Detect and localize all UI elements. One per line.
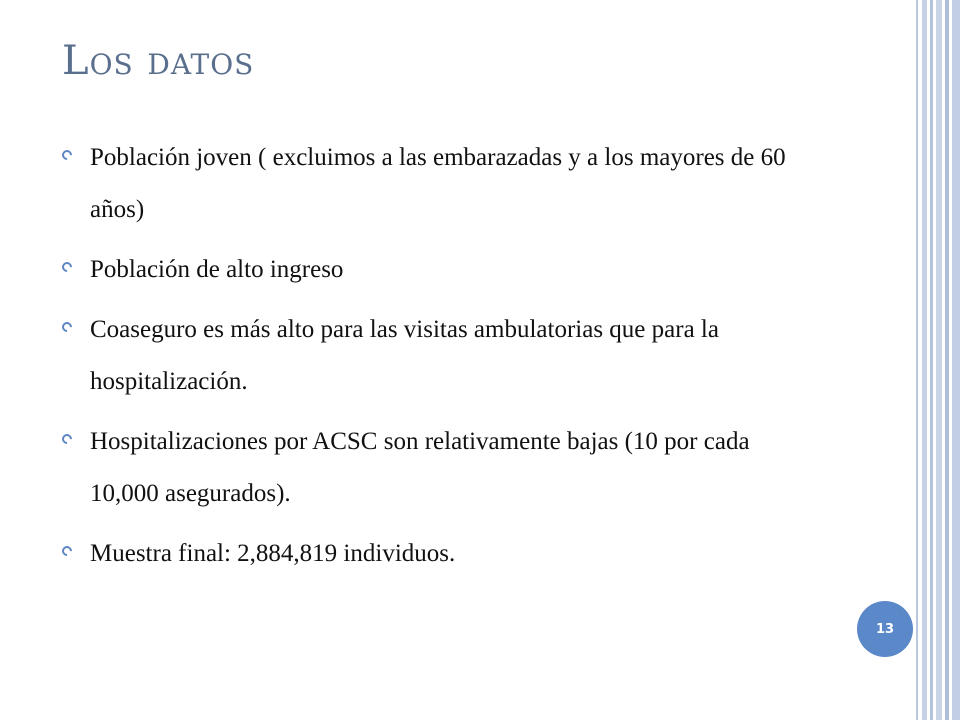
bullet-text: Población de alto ingreso xyxy=(90,256,344,283)
bullet-item xyxy=(62,304,822,408)
bullet-item xyxy=(62,244,822,296)
open-circle-bullet-icon xyxy=(60,544,74,558)
page-number-badge: 13 xyxy=(857,601,913,657)
bullet-text: Muestra final: 2,884,819 individuos. xyxy=(90,540,456,567)
decorative-stripes xyxy=(916,0,960,720)
stripe xyxy=(916,0,918,720)
stripe xyxy=(922,0,927,720)
stripe xyxy=(952,0,960,720)
open-circle-bullet-icon xyxy=(60,148,74,162)
bullet-text: Población joven ( excluimos a las embarazadas y a los mayores de 60 años) xyxy=(90,144,786,223)
open-circle-bullet-icon xyxy=(60,260,74,274)
open-circle-bullet-icon xyxy=(60,320,74,334)
bullet-list xyxy=(62,132,822,588)
bullet-item xyxy=(62,416,822,520)
stripe xyxy=(930,0,933,720)
bullet-text: Coaseguro es más alto para las visitas ambulatorias que para la hospitalización. xyxy=(90,316,719,395)
stripe xyxy=(945,0,949,720)
open-circle-bullet-icon xyxy=(60,432,74,446)
bullet-item xyxy=(62,132,822,236)
stripe xyxy=(936,0,942,720)
bullet-text: Hospitalizaciones por ACSC son relativamente bajas (10 por cada 10,000 asegurados). xyxy=(90,428,750,507)
slide-title: Los datos xyxy=(62,38,255,84)
bullet-item xyxy=(62,528,822,580)
